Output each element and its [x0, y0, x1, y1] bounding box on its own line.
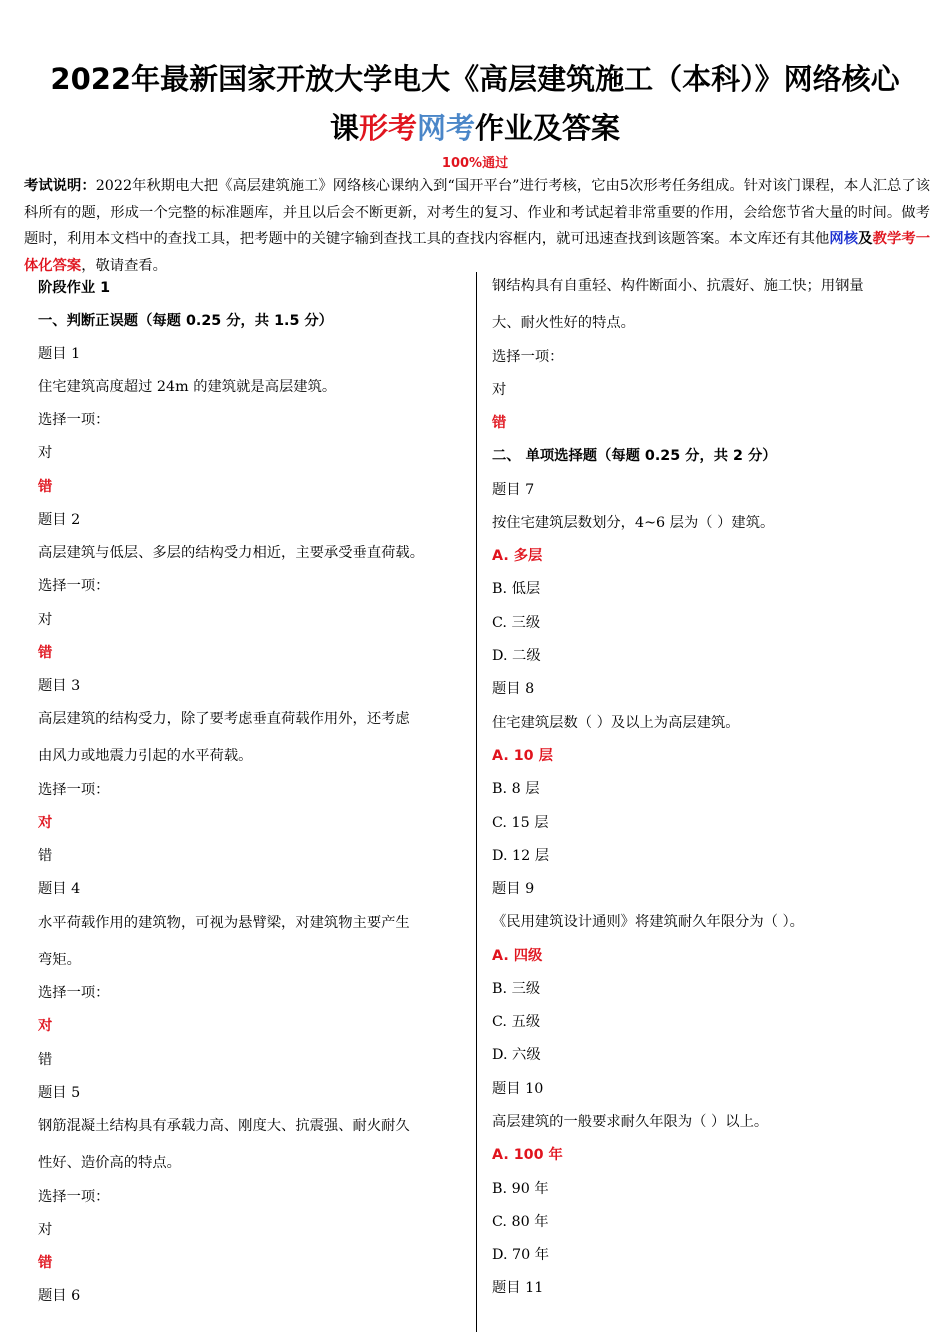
q2-option-true[interactable]: 对 — [38, 612, 53, 628]
q5-select-label: 选择一项： — [38, 1189, 110, 1205]
q5-option-true[interactable]: 对 — [38, 1222, 53, 1238]
q6-option-false-answer[interactable]: 错 — [492, 415, 507, 431]
q2-option-false-answer[interactable]: 错 — [38, 645, 53, 661]
q1-select-label: 选择一项： — [38, 412, 110, 428]
q9-option-a-answer[interactable]: A. 四级 — [492, 948, 543, 964]
q8-option-b[interactable]: B. 8 层 — [492, 781, 540, 797]
title-part-wangkao: 网考 — [417, 111, 476, 145]
q10-option-d[interactable]: D. 70 年 — [492, 1247, 550, 1263]
q5-text-line2: 性好、造价高的特点。 — [38, 1155, 181, 1171]
link-wanghe[interactable]: 网核 — [829, 231, 859, 247]
part2-heading: 二、 单项选择题（每题 0.25 分，共 2 分） — [492, 448, 777, 464]
q9-option-d[interactable]: D. 六级 — [492, 1047, 541, 1063]
q4-text-line2: 弯矩。 — [38, 952, 81, 968]
q2-select-label: 选择一项： — [38, 578, 110, 594]
q4-label: 题目 4 — [38, 881, 81, 897]
title-part-course: 课 — [329, 111, 359, 145]
intro-end: ，敬请查看。 — [81, 257, 167, 274]
intro-mid: 及 — [858, 231, 873, 247]
q3-option-false[interactable]: 错 — [38, 848, 53, 864]
title-part-xingkao: 形考 — [358, 111, 417, 145]
q8-text: 住宅建筑层数（ ）及以上为高层建筑。 — [492, 715, 740, 731]
q1-label: 题目 1 — [38, 346, 81, 362]
q5-option-false-answer[interactable]: 错 — [38, 1255, 53, 1271]
q3-option-true-answer[interactable]: 对 — [38, 815, 53, 831]
q8-option-d[interactable]: D. 12 层 — [492, 848, 550, 864]
q2-label: 题目 2 — [38, 512, 81, 528]
q9-option-c[interactable]: C. 五级 — [492, 1014, 541, 1030]
q4-text-line1: 水平荷载作用的建筑物，可视为悬臂梁，对建筑物主要产生 — [38, 915, 410, 931]
q9-text: 《民用建筑设计通则》将建筑耐久年限分为（ ）。 — [492, 914, 804, 930]
title-part-answers: 作业及答案 — [475, 111, 621, 145]
q10-option-a-answer[interactable]: A. 100 年 — [492, 1147, 563, 1163]
q3-select-label: 选择一项： — [38, 782, 110, 798]
q1-option-true[interactable]: 对 — [38, 445, 53, 461]
q4-option-true-answer[interactable]: 对 — [38, 1018, 53, 1034]
q1-text: 住宅建筑高度超过 24m 的建筑就是高层建筑。 — [38, 379, 337, 395]
q6-label: 题目 6 — [38, 1288, 81, 1304]
intro-label: 考试说明： — [24, 178, 96, 194]
q1-option-false-answer[interactable]: 错 — [38, 479, 53, 495]
q11-label: 题目 11 — [492, 1280, 544, 1296]
q3-text-line1: 高层建筑的结构受力，除了要考虑垂直荷载作用外，还考虑 — [38, 711, 410, 727]
q7-option-a-answer[interactable]: A. 多层 — [492, 548, 543, 564]
q9-option-b[interactable]: B. 三级 — [492, 981, 541, 997]
q10-text: 高层建筑的一般要求耐久年限为（ ）以上。 — [492, 1114, 769, 1130]
section-title: 阶段作业 1 — [38, 280, 111, 296]
q6-text-line1: 钢结构具有自重轻、构件断面小、抗震好、施工快；用钢量 — [492, 278, 864, 294]
q6-select-label: 选择一项： — [492, 349, 564, 365]
q9-label: 题目 9 — [492, 881, 535, 897]
q4-select-label: 选择一项： — [38, 985, 110, 1001]
q7-label: 题目 7 — [492, 482, 535, 498]
q6-option-true[interactable]: 对 — [492, 382, 507, 398]
document-title-line2 — [0, 106, 950, 147]
q7-option-d[interactable]: D. 二级 — [492, 648, 541, 664]
document-title-line1: 2022年最新国家开放大学电大《高层建筑施工（本科）》网络核心 — [50, 62, 900, 96]
q10-option-c[interactable]: C. 80 年 — [492, 1214, 549, 1230]
intro-text: 2022年秋期电大把《高层建筑施工》网络核心课纳入到“国开平台”进行考核，它由5次形考任务组成。针对该门课程，本人汇总了该科所有的题，形成一个完整的标准题库，并且以后会不断更新，对考生的复习、作业和考试起着非常重要的作用，会给您节省大量的时间。做考题时，利用本文档中的查找工具，把考题中的关键字输到查找工具的查找内容框内，就可迅速查找到该题答案。本文库还有其他 — [24, 178, 931, 247]
q10-option-b[interactable]: B. 90 年 — [492, 1181, 549, 1197]
part1-heading: 一、判断正误题（每题 0.25 分，共 1.5 分） — [38, 313, 333, 329]
link-jiaoxuekao[interactable]: 教学考一体化答案 — [24, 231, 931, 274]
q10-label: 题目 10 — [492, 1081, 544, 1097]
exam-intro — [24, 173, 930, 279]
pass-badge: 100%通过 — [441, 156, 509, 171]
q5-text-line1: 钢筋混凝土结构具有承载力高、刚度大、抗震强、耐火耐久 — [38, 1118, 410, 1134]
q4-option-false[interactable]: 错 — [38, 1052, 53, 1068]
q7-option-c[interactable]: C. 三级 — [492, 615, 541, 631]
q8-label: 题目 8 — [492, 681, 535, 697]
q8-option-c[interactable]: C. 15 层 — [492, 815, 549, 831]
q6-text-line2: 大、耐火性好的特点。 — [492, 315, 635, 331]
q5-label: 题目 5 — [38, 1085, 81, 1101]
q7-option-b[interactable]: B. 低层 — [492, 581, 541, 597]
q3-text-line2: 由风力或地震力引起的水平荷载。 — [38, 748, 253, 764]
q7-text: 按住宅建筑层数划分，4~6 层为（ ）建筑。 — [492, 515, 775, 531]
q2-text: 高层建筑与低层、多层的结构受力相近，主要承受垂直荷载。 — [38, 545, 425, 561]
column-divider — [476, 272, 477, 1332]
q3-label: 题目 3 — [38, 678, 81, 694]
q8-option-a-answer[interactable]: A. 10 层 — [492, 748, 553, 764]
